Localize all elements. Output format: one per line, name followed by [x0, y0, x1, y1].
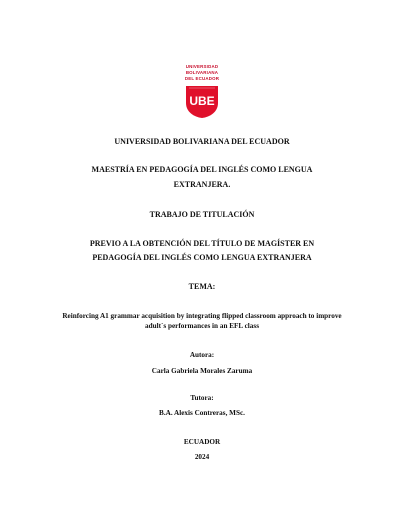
university-logo-badge [185, 85, 219, 119]
tutor-label: Tutora: [190, 394, 214, 402]
country: ECUADOR [183, 438, 221, 446]
work-type: TRABAJO DE TITULACIÓN [149, 210, 255, 219]
degree-line1: PREVIO A LA OBTENCIÓN DEL TÍTULO DE MAGÍSTER EN [89, 239, 315, 248]
program-line1: MAESTRÍA EN PEDAGOGÍA DEL INGLÉS COMO LENGUA [91, 165, 313, 174]
logo-text-line2: BOLIVARIANA [185, 70, 219, 75]
year: 2024 [194, 453, 210, 461]
logo-text-line1: UNIVERSIDAD [185, 64, 219, 69]
university-name: UNIVERSIDAD BOLIVARIANA DEL ECUADOR [114, 137, 290, 146]
program-line2: EXTRANJERA. [173, 180, 231, 189]
tutor-name: B.A. Alexis Contreras, MSc. [159, 409, 245, 417]
logo-badge-text: UBE [189, 94, 215, 108]
author-label: Autora: [189, 351, 215, 359]
degree-line2: PEDAGOGÍA DEL INGLÉS COMO LENGUA EXTRANJERA [92, 253, 312, 262]
topic-line2: adult´s performances in an EFL class [144, 322, 259, 330]
author-name: Carla Gabriela Morales Zaruma [151, 367, 253, 375]
topic-label: TEMA: [188, 282, 216, 291]
topic-line1: Reinforcing A1 grammar acquisition by integrating flipped classroom approach to improve [62, 312, 342, 320]
logo-text-line3: DEL ECUADOR [184, 76, 220, 81]
